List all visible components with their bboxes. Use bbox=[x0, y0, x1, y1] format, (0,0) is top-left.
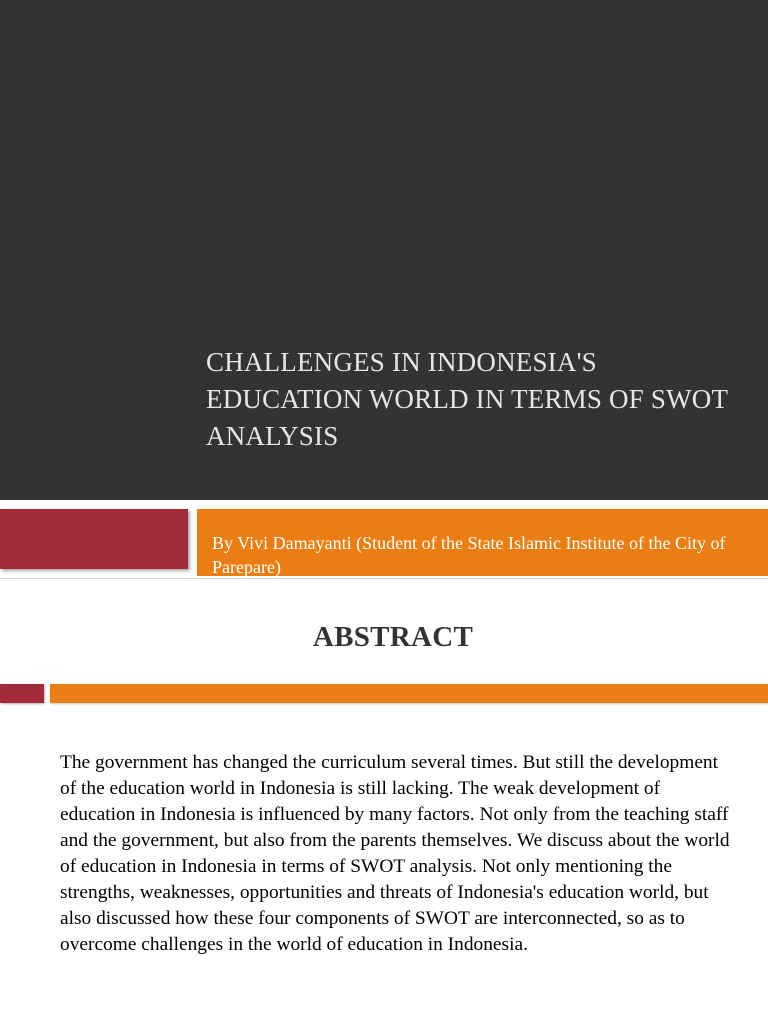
orange-accent-bar bbox=[50, 684, 768, 703]
red-accent-block bbox=[0, 509, 188, 569]
abstract-heading: ABSTRACT bbox=[312, 621, 474, 653]
abstract-slide bbox=[0, 578, 768, 1024]
slide-title: CHALLENGES IN INDONESIA'S EDUCATION WORLD IN TERMS OF SWOT ANALYSIS bbox=[206, 347, 728, 451]
abstract-body-text: The government has changed the curriculum several times. But still the development of the education world in Indonesia is still lacking. The weak development of education in Indonesia is influenced by many factors. Not only from the teaching staff and the government, but also from the parents themselves. We discuss about the world of education in Indonesia in terms of SWOT analysis. Not only mentioning the strengths, weaknesses, opportunities and threats of Indonesia's education world, but also discussed how these four components of SWOT are interconnected, so as to overcome challenges in the world of education in Indonesia. bbox=[60, 752, 730, 955]
subtitle-band bbox=[197, 509, 768, 576]
red-accent-bar bbox=[0, 684, 44, 703]
author-subtitle: By Vivi Damayanti (Student of the State Islamic Institute of the City of Parepare) bbox=[212, 533, 726, 576]
